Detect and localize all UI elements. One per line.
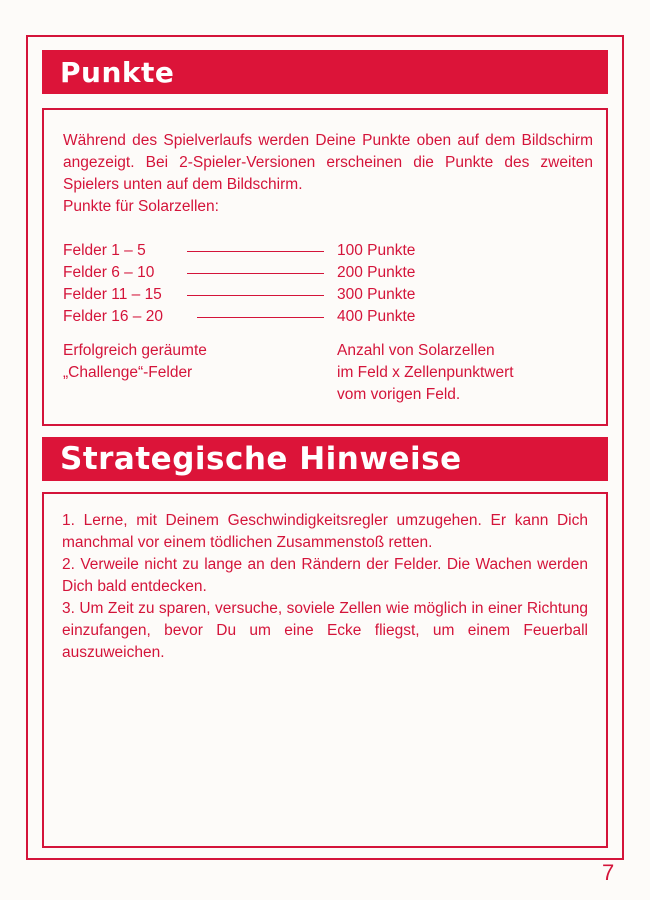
score-leader-line: [187, 273, 324, 274]
section-header-strategie: [42, 437, 608, 481]
bonus-description-line: vom vorigen Feld.: [337, 386, 461, 403]
score-row: [63, 284, 483, 306]
section-title-punkte: Punkte: [60, 55, 175, 89]
score-field-range: Felder 1 – 5: [63, 242, 146, 259]
bonus-label: [63, 340, 303, 384]
intro-paragraph: Während des Spielverlaufs werden Deine Punkte oben auf dem Bildschirm angezeigt. Bei 2-Spieler-Versionen erscheinen die Punkte des zweiten Spielers unten auf dem Bildschirm.: [63, 132, 593, 193]
page-number: 7: [602, 860, 615, 885]
section-header-punkte: [42, 50, 608, 94]
section-title-strategie: Strategische Hinweise: [60, 441, 462, 477]
score-field-range: Felder 6 – 10: [63, 264, 155, 281]
tip-item: 3. Um Zeit zu sparen, versuche, soviele Zellen wie möglich in einer Richtung einzufangen, bevor Du um eine Ecke fliegst, um einem Feuerball auszuweichen.: [62, 600, 588, 661]
strategy-tips: [62, 510, 588, 664]
score-row: [63, 262, 483, 284]
score-field-range: Felder 11 – 15: [63, 286, 162, 303]
score-points: 300 Punkte: [337, 286, 416, 303]
score-leader-line: [187, 295, 324, 296]
score-points: 400 Punkte: [337, 308, 416, 325]
tip-item: 2. Verweile nicht zu lange an den Rändern der Felder. Die Wachen werden Dich bald entdecken.: [62, 556, 588, 595]
bonus-description-line: Anzahl von Solarzellen: [337, 342, 495, 359]
bonus-description: [337, 340, 597, 406]
tip-item: 1. Lerne, mit Deinem Geschwindigkeitsregler umzugehen. Er kann Dich manchmal vor einem tödlichen Zusammenstoß retten.: [62, 512, 588, 551]
score-points: 100 Punkte: [337, 242, 416, 259]
bonus-label-line: Erfolgreich geräumte: [63, 342, 207, 359]
score-points: 200 Punkte: [337, 264, 416, 281]
solar-heading: Punkte für Solarzellen:: [63, 198, 219, 215]
score-leader-line: [187, 251, 324, 252]
bonus-description-line: im Feld x Zellenpunktwert: [337, 364, 514, 381]
bonus-label-line: „Challenge“-Felder: [63, 364, 193, 381]
score-field-range: Felder 16 – 20: [63, 308, 163, 325]
score-leader-line: [197, 317, 324, 318]
score-row: [63, 306, 483, 328]
score-row: [63, 240, 483, 262]
punkte-intro: [63, 130, 593, 218]
